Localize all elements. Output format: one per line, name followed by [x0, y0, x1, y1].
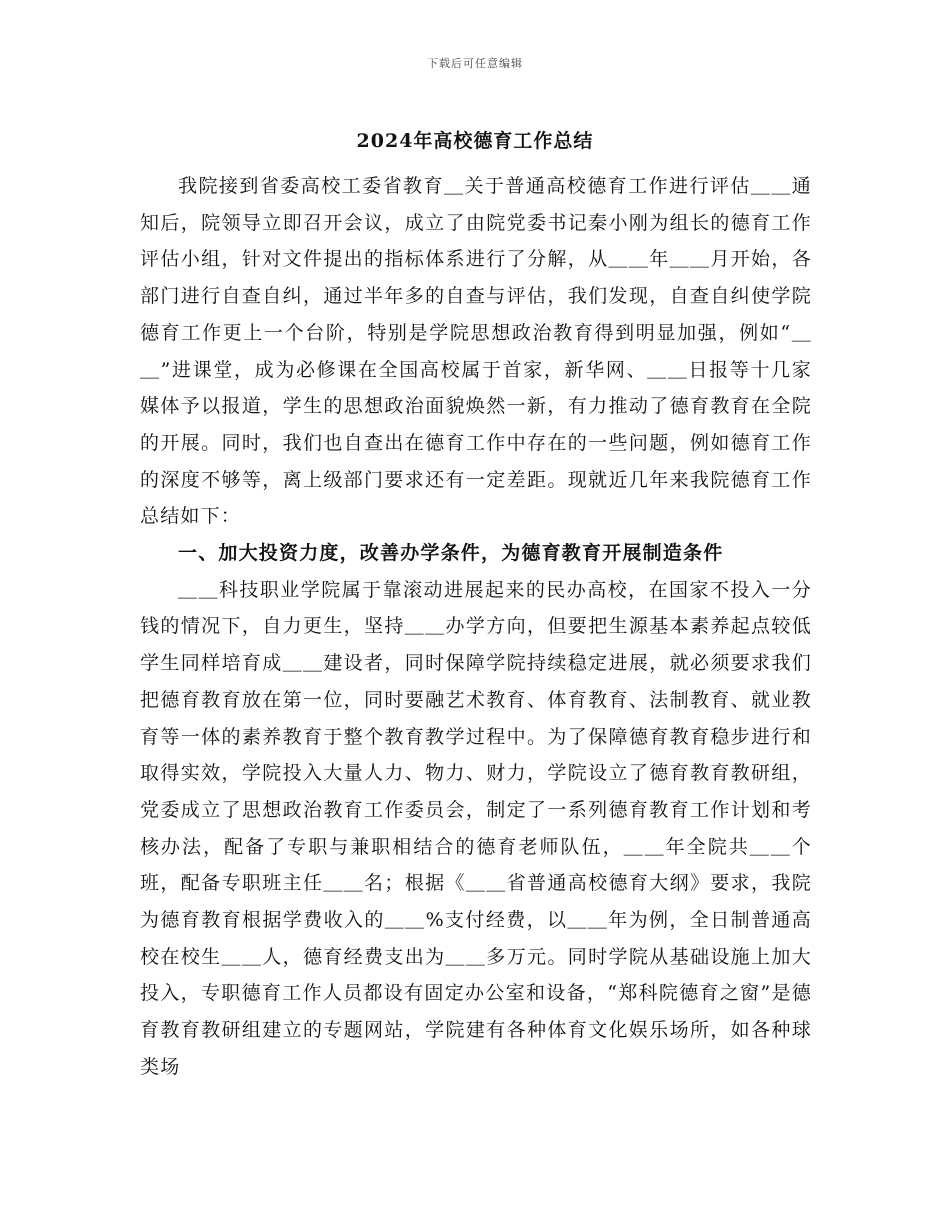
header-note: 下载后可任意编辑 [427, 57, 523, 70]
section-1-paragraph: ＿＿科技职业学院属于靠滚动进展起来的民办高校，在国家不投入一分钱的情况下，自力更生，坚持＿＿办学方向，但要把生源基本素养起点较低学生同样培育成＿＿建设者，同时保障学院持续稳定进展，就必须要求我们把德育教育放在第一位，同时要融艺术教育、体育教育、法制教育、就业教育等一体的素养教育于整个教育教学过程中。为了保障德育教育稳步进行和取得实效，学院投入大量人力、物力、财力，学院设立了德育教育教研组，党委成立了思想政治教育工作委员会，制定了一系列德育教育工作计划和考核办法，配备了专职与兼职相结合的德育老师队伍，＿＿年全院共＿＿个班，配备专职班主任＿＿名；根据《＿＿省普通高校德育大纲》要求，我院为德育教育根据学费收入的＿＿%支付经费，以＿＿年为例，全日制普通高校在校生＿＿人，德育经费支出为＿＿多万元。同时学院从基础设施上加大投入，专职德育工作人员都设有固定办公室和设备，“郑科院德育之窗”是德育教育教研组建立的专题网站，学院建有各种体育文化娱乐场所，如各种球类场 [140, 578, 812, 1078]
document-title: 2024年高校德育工作总结 [356, 130, 594, 152]
document-body [140, 168, 812, 1086]
section-heading-1: 一、加大投资力度，改善办学条件，为德育教育开展制造条件 [178, 542, 724, 565]
intro-paragraph: 我院接到省委高校工委省教育＿关于普通高校德育工作进行评估＿＿通知后，院领导立即召开会议，成立了由院党委书记秦小刚为组长的德育工作评估小组，针对文件提出的指标体系进行了分解，从＿＿年＿＿月开始，各部门进行自查自纠，通过半年多的自查与评估，我们发现，自查自纠使学院德育工作更上一个台阶，特别是学院思想政治教育得到明显加强，例如“＿＿”进课堂，成为必修课在全国高校属于首家，新华网、＿＿日报等十几家媒体予以报道，学生的思想政治面貌焕然一新，有力推动了德育教育在全院的开展。同时，我们也自查出在德育工作中存在的一些问题，例如德育工作的深度不够等，离上级部门要求还有一定差距。现就近几年来我院德育工作总结如下： [140, 175, 812, 528]
